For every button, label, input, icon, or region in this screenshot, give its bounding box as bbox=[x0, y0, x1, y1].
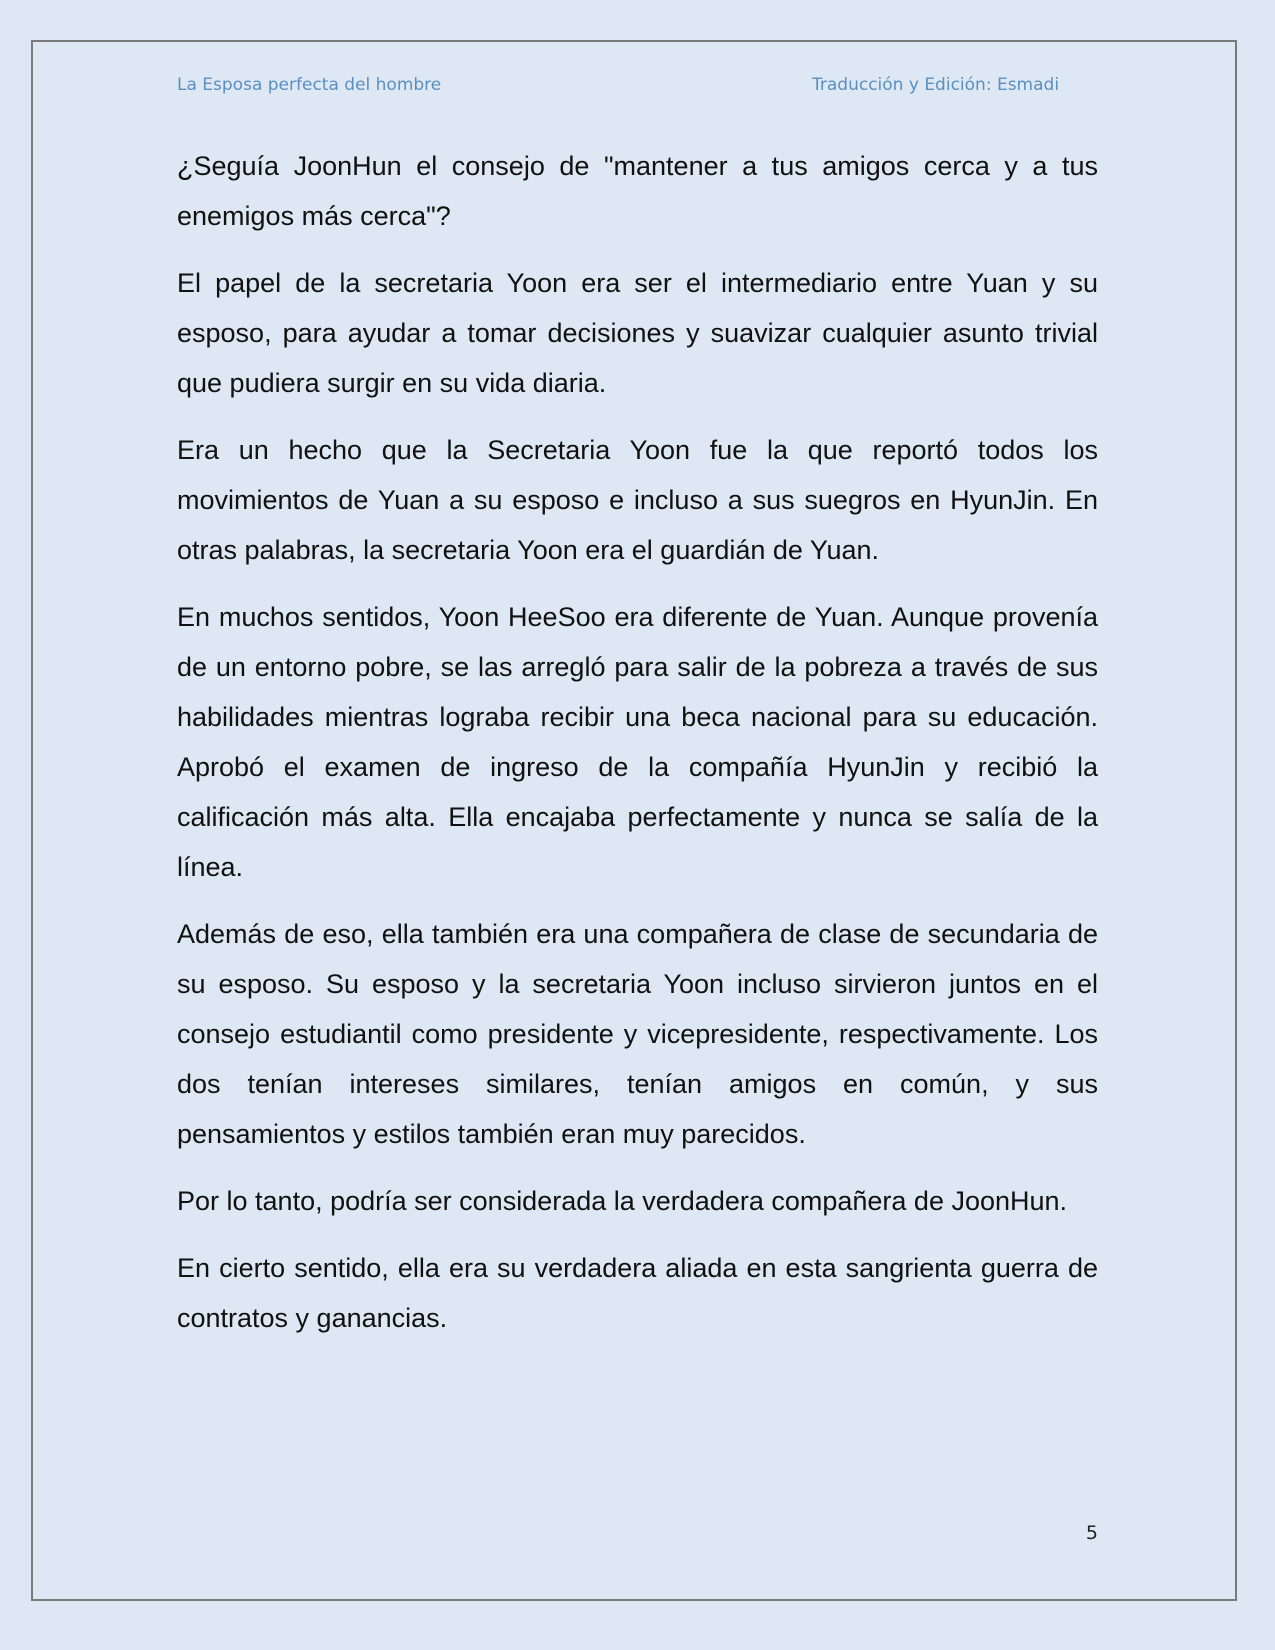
paragraph: Era un hecho que la Secretaria Yoon fue la que reportó todos los movimientos de Yuan a su esposo e incluso a sus suegros en HyunJin. En otras palabras, la secretaria Yoon era el guardián de Yuan. bbox=[177, 435, 1098, 565]
page-number: 5 bbox=[1085, 1522, 1098, 1544]
paragraph: En muchos sentidos, Yoon HeeSoo era diferente de Yuan. Aunque provenía de un entorno pobre, se las arregló para salir de la pobreza a través de sus habilidades mientras lograba recibir una beca nacional para su educación. Aprobó el examen de ingreso de la compañía HyunJin y recibió la calificación más alta. Ella encajaba perfectamente y nunca se salía de la línea. bbox=[177, 602, 1098, 882]
header-credits: Traducción y Edición: Esmadi bbox=[812, 75, 1060, 95]
paragraph: En cierto sentido, ella era su verdadera aliada en esta sangrienta guerra de contratos y ganancias. bbox=[177, 1253, 1098, 1333]
paragraph: Por lo tanto, podría ser considerada la verdadera compañera de JoonHun. bbox=[177, 1186, 1068, 1216]
paragraph: ¿Seguía JoonHun el consejo de "mantener a tus amigos cerca y a tus enemigos más cerca"? bbox=[177, 151, 1098, 231]
header-book-title: La Esposa perfecta del hombre bbox=[177, 75, 442, 95]
paragraph: Además de eso, ella también era una compañera de clase de secundaria de su esposo. Su esposo y la secretaria Yoon incluso sirvieron juntos en el consejo estudiantil como presidente y vicepresidente, respectivamente. Los dos tenían intereses similares, tenían amigos en común, y sus pensamientos y estilos también eran muy parecidos. bbox=[177, 919, 1098, 1149]
paragraph: El papel de la secretaria Yoon era ser el intermediario entre Yuan y su esposo, para ayudar a tomar decisiones y suavizar cualquier asunto trivial que pudiera surgir en su vida diaria. bbox=[177, 268, 1098, 398]
body-text bbox=[177, 141, 1098, 1360]
